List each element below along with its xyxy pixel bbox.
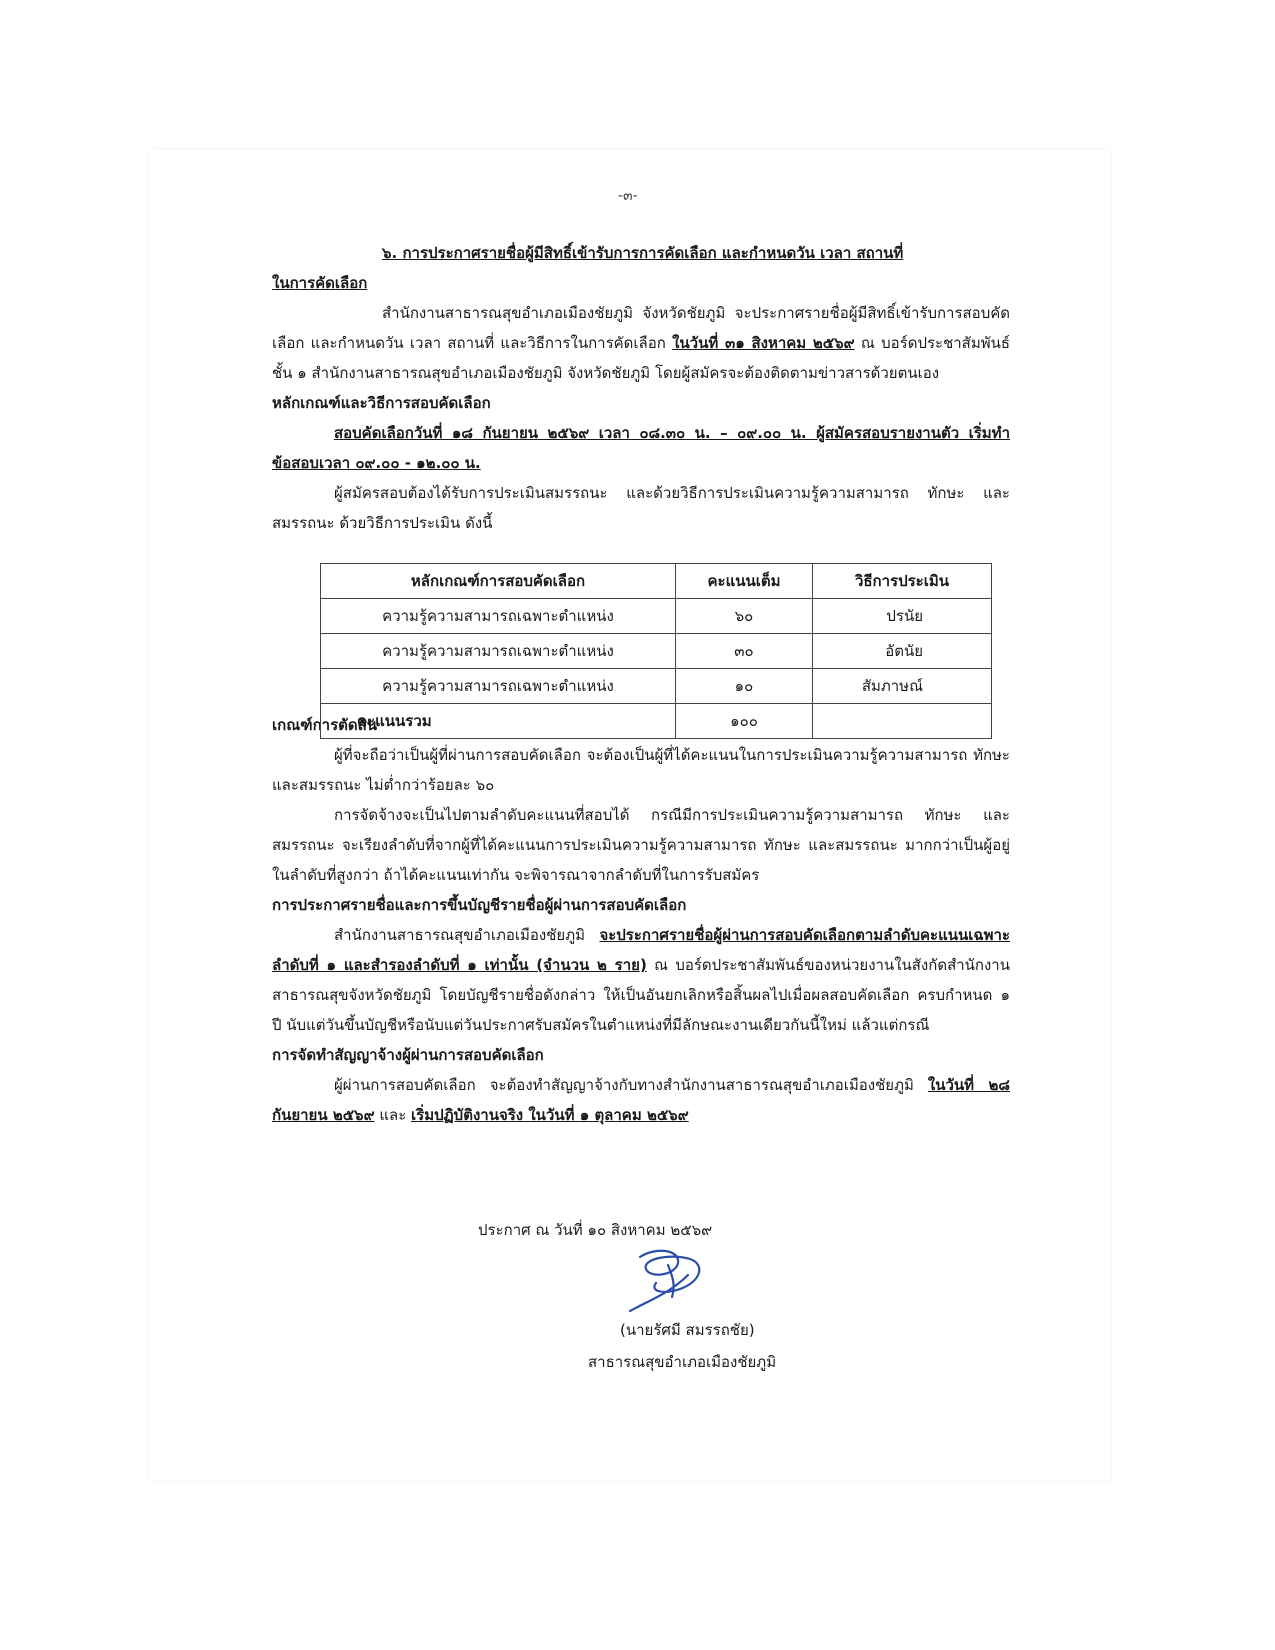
judging-paragraph-1: ผู้ที่จะถือว่าเป็นผู้ที่ผ่านการสอบคัดเลือก จะต้องเป็นผู้ที่ได้คะแนนในการประเมินความรู้ความสามารถ ทักษะ และสมรรถนะ ไม่ต่ำกว่าร้อยละ ๖๐ <box>272 746 1010 794</box>
contract-date-1: ในวันที่ ๒๘ กันยายน ๒๕๖๙ <box>272 1076 1010 1124</box>
judging-paragraph-2: การจัดจ้างจะเป็นไปตามลำดับคะแนนที่สอบได้ กรณีมีการประเมินความรู้ความสามารถ ทักษะ และสมรรถนะ จะเรียงลำดับที่จากผู้ที่ได้คะแนนการประเมินความรู้ความสามารถ ทักษะ และสมรรถนะ มากกว่าเป็นผู้อยู่ในลำดับที่สูงกว่า ถ้าได้คะแนนเท่ากัน จะพิจารณาจากลำดับที่ในการรับสมัคร <box>272 806 1010 884</box>
section6-title-line1: ๖. การประกาศรายชื่อผู้มีสิทธิ์เข้ารับการการคัดเลือก และกำหนดวัน เวลา สถานที่ <box>382 244 904 262</box>
table-row <box>321 599 992 634</box>
contract-pre: ผู้ผ่านการสอบคัดเลือก จะต้องทำสัญญาจ้างกับทางสำนักงานสาธารณสุขอำเภอเมืองชัยภูมิ <box>334 1076 928 1094</box>
row-score: ๓๐ <box>676 634 813 669</box>
criteria-heading: หลักเกณฑ์และวิธีการสอบคัดเลือก <box>272 394 491 412</box>
section6-date: ในวันที่ ๓๑ สิงหาคม ๒๕๖๙ <box>672 334 855 352</box>
judging-heading: เกณฑ์การตัดสิน <box>272 716 378 734</box>
table-total-row <box>321 704 992 739</box>
exam-schedule-row <box>272 418 1010 478</box>
row-criteria: ความรู้ความสามารถเฉพาะตำแหน่ง <box>321 634 676 669</box>
contract-date-2: เริ่มปฏิบัติงานจริง ในวันที่ ๑ ตุลาคม ๒๕๖๙ <box>411 1106 689 1124</box>
header-criteria: หลักเกณฑ์การสอบคัดเลือก <box>321 564 676 599</box>
contract-paragraph <box>272 1070 1010 1130</box>
row-method: อัตนัย <box>813 634 992 669</box>
table-header-row <box>321 564 992 599</box>
total-label: คะแนนรวม <box>321 704 676 739</box>
signer-name: (นายรัศมี สมรรถชัย) <box>620 1321 755 1339</box>
header-method: วิธีการประเมิน <box>813 564 992 599</box>
announcement-heading: การประกาศรายชื่อและการขึ้นบัญชีรายชื่อผู้ผ่านการสอบคัดเลือก <box>272 896 687 914</box>
section6-paragraph <box>272 298 1010 388</box>
section6-title-line2: ในการคัดเลือก <box>272 274 368 292</box>
announcement-paragraph <box>272 920 1010 1040</box>
row-criteria: ความรู้ความสามารถเฉพาะตำแหน่ง <box>321 599 676 634</box>
announcement-post: ณ บอร์ดประชาสัมพันธ์ของหน่วยงานในสังกัดสำนักงานสาธารณสุขจังหวัดชัยภูมิ โดยบัญชีรายชื่อดังกล่าว ให้เป็นอันยกเลิกหรือสิ้นผลไปเมื่อผลสอบคัดเลือก ครบกำหนด ๑ ปี นับแต่วันขึ้นบัญชีหรือนับแต่วันประกาศรับสมัครในตำแหน่งที่มีลักษณะงานเดียวกันนี้ใหม่ แล้วแต่กรณี <box>272 956 1010 1034</box>
row-method: ปรนัย <box>813 599 992 634</box>
criteria-intro: ผู้สมัครสอบต้องได้รับการประเมินสมรรถนะ และด้วยวิธีการประเมินความรู้ความสามารถ ทักษะ และสมรรถนะ ด้วยวิธีการประเมิน ดังนี้ <box>272 484 1010 532</box>
section6-text-post: ณ บอร์ดประชาสัมพันธ์ ชั้น ๑ สำนักงานสาธารณสุขอำเภอเมืองชัยภูมิ จังหวัดชัยภูมิ โดยผู้สมัครจะต้องติดตามข่าวสารด้วยตนเอง <box>272 334 1011 382</box>
signer-title: สาธารณสุขอำเภอเมืองชัยภูมิ <box>588 1353 777 1371</box>
header-full-score: คะแนนเต็ม <box>676 564 813 599</box>
exam-schedule: สอบคัดเลือกวันที่ ๑๘ กันยายน ๒๕๖๙ เวลา ๐๘.๓๐ น. – ๐๙.๐๐ น. ผู้สมัครสอบรายงานตัว เริ่มทำข้อสอบเวลา ๐๙.๐๐ - ๑๒.๐๐ น. <box>272 424 1010 472</box>
announcement-pre: สำนักงานสาธารณสุขอำเภอเมืองชัยภูมิ <box>334 926 600 944</box>
total-method-empty <box>813 704 992 739</box>
section6-title-line2-row <box>272 268 1010 298</box>
table-row <box>321 669 992 704</box>
signature-image <box>610 1245 730 1315</box>
page-number: -๓- <box>618 188 638 204</box>
announcement-underlined: จะประกาศรายชื่อผู้ผ่านการสอบคัดเลือกตามลำดับคะแนนเฉพาะลำดับที่ ๑ และสำรองลำดับที่ ๑ เท่านั้น (จำนวน ๒ ราย) <box>272 926 1010 974</box>
row-method: สัมภาษณ์ <box>813 669 992 704</box>
section6-title <box>272 238 1010 268</box>
row-score: ๑๐ <box>676 669 813 704</box>
contract-mid: และ <box>374 1106 412 1124</box>
table-row <box>321 634 992 669</box>
total-score: ๑๐๐ <box>676 704 813 739</box>
row-criteria: ความรู้ความสามารถเฉพาะตำแหน่ง <box>321 669 676 704</box>
contract-heading: การจัดทำสัญญาจ้างผู้ผ่านการสอบคัดเลือก <box>272 1046 544 1064</box>
section6-text-pre: สำนักงานสาธารณสุขอำเภอเมืองชัยภูมิ จังหวัดชัยภูมิ จะประกาศรายชื่อผู้มีสิทธิ์เข้ารับการสอบคัดเลือก และกำหนดวัน เวลา สถานที่ และวิธีการในการคัดเลือก <box>272 304 1010 352</box>
row-score: ๖๐ <box>676 599 813 634</box>
announce-date: ประกาศ ณ วันที่ ๑๐ สิงหาคม ๒๕๖๙ <box>478 1221 713 1239</box>
criteria-table <box>320 563 992 739</box>
